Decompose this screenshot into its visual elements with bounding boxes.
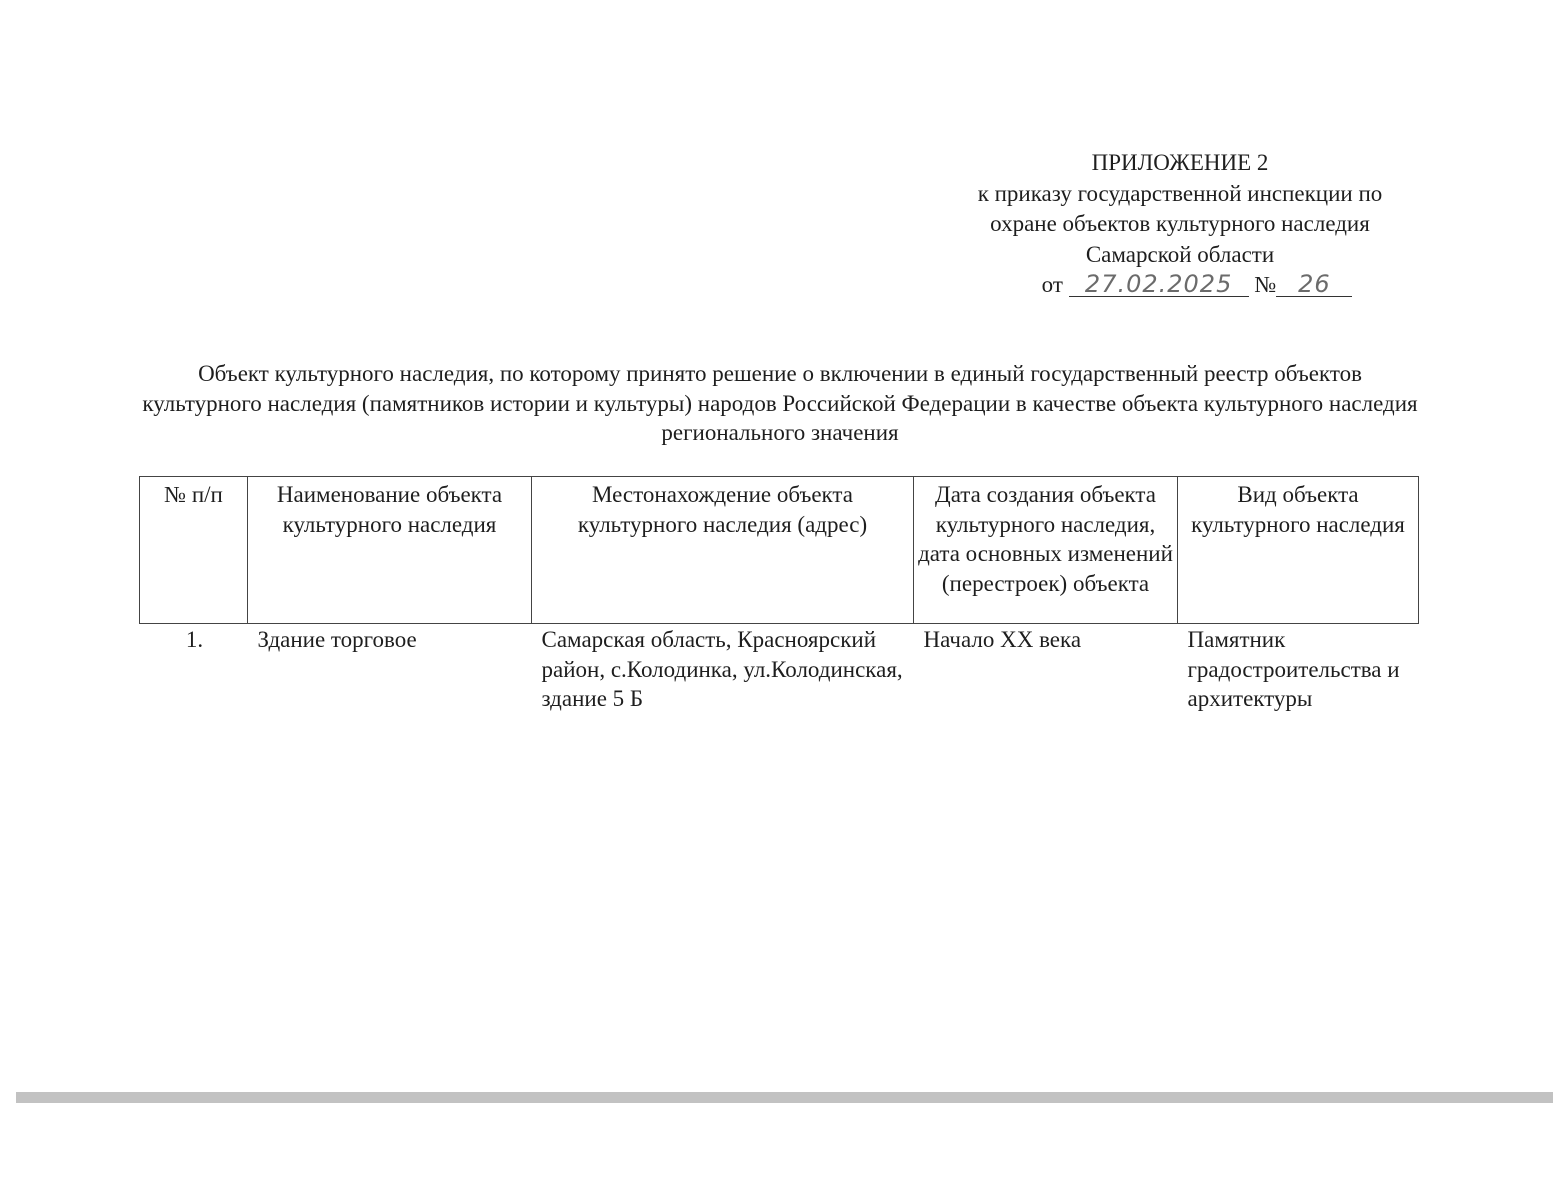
number-sign: №	[1254, 272, 1277, 297]
order-number: 26	[1276, 272, 1352, 297]
date-prefix: от	[1041, 272, 1063, 297]
column-header-type: Вид объекта культурного наследия	[1178, 477, 1419, 624]
cell-address: Самарская область, Красноярский район, с.Колодинка, ул.Колодинская, здание 5 Б	[541, 627, 903, 711]
appendix-title: ПРИЛОЖЕНИЕ 2	[1091, 150, 1269, 175]
appendix-block	[900, 148, 1460, 301]
order-date-line	[934, 270, 1460, 301]
column-header-name: Наименование объекта культурного наследия	[248, 477, 532, 624]
cell-name: Здание торговое	[257, 627, 417, 652]
heritage-table	[139, 476, 1419, 714]
table-header-row	[140, 477, 1419, 624]
scan-edge-bar	[16, 1092, 1553, 1103]
table-row	[140, 624, 1419, 714]
column-header-date: Дата создания объекта культурного наследия, дата основных изменений (перестроек) объекта	[914, 477, 1178, 624]
appendix-line: Самарской области	[1085, 241, 1275, 267]
cell-date: Начало XX века	[923, 627, 1082, 652]
appendix-line: охране объектов культурного наследия	[990, 211, 1370, 236]
column-header-address: Местонахождение объекта культурного наследия (адрес)	[532, 477, 914, 624]
cell-number: 1.	[185, 627, 204, 652]
column-header-number: № п/п	[140, 477, 248, 624]
document-title: Объект культурного наследия, по которому принято решение о включении в единый государственный реестр объектов культурного наследия (памятников истории и культуры) народов Российской Федерации в качестве объекта культурного наследия регионального значения	[142, 361, 1418, 445]
cell-type: Памятник градостроительства и архитектуры	[1187, 627, 1400, 711]
appendix-line: к приказу государственной инспекции по	[977, 180, 1383, 206]
order-date: 27.02.2025	[1069, 272, 1249, 297]
